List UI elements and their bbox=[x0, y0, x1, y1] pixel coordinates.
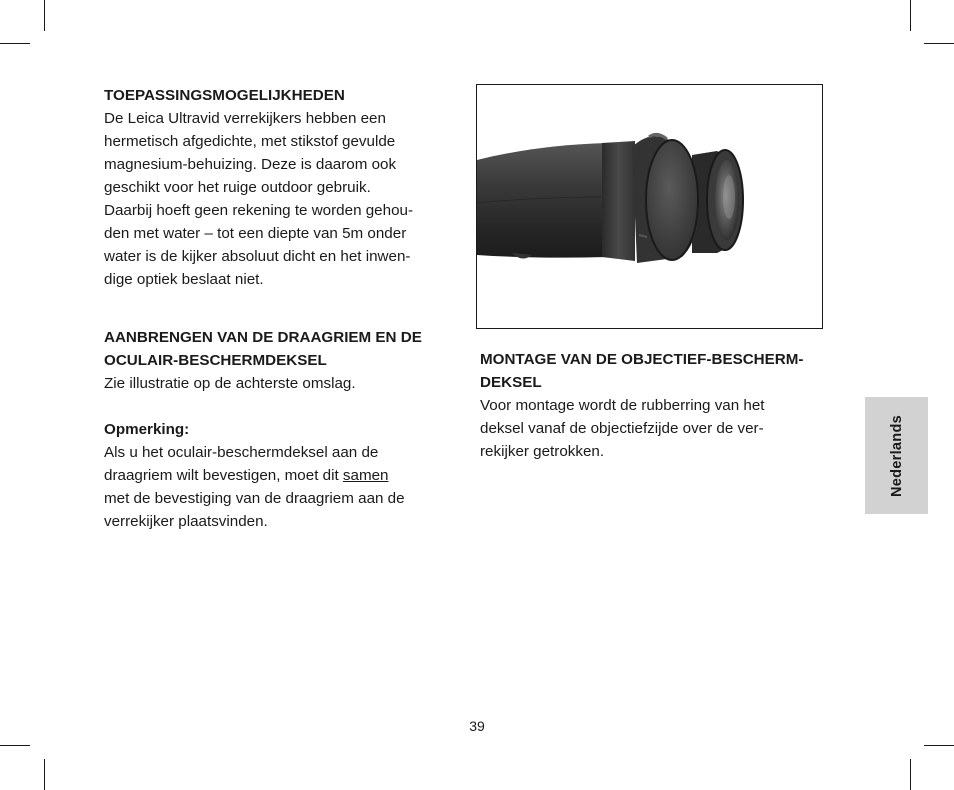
language-tab bbox=[865, 397, 928, 514]
left-column bbox=[104, 84, 454, 533]
underlined-word: samen bbox=[342, 467, 389, 484]
section-heading-objective-cap: DEKSEL bbox=[480, 374, 542, 391]
body-text: draagriem wilt bevestigen, moet dit bbox=[104, 467, 343, 484]
crop-mark bbox=[0, 43, 30, 44]
body-line: water is de kijker absoluut dicht en het inwen- bbox=[104, 248, 411, 265]
body-line: rekijker getrokken. bbox=[480, 443, 605, 460]
body-line: dige optiek beslaat niet. bbox=[104, 271, 264, 288]
section-heading-applications: TOEPASSINGSMOGELIJKHEDEN bbox=[104, 87, 345, 104]
body-line: Zie illustratie op de achterste omslag. bbox=[104, 375, 356, 392]
crop-mark bbox=[924, 745, 954, 746]
body-line: Daarbij hoeft geen rekening te worden gehou- bbox=[104, 202, 414, 219]
section-heading-strap: OCULAIR-BESCHERMDEKSEL bbox=[104, 352, 327, 369]
section-heading-objective-cap: MONTAGE VAN DE OBJECTIEF-BESCHERM- bbox=[480, 351, 804, 368]
body-line: met de bevestiging van de draagriem aan de bbox=[104, 490, 405, 507]
body-line: Voor montage wordt de rubberring van het bbox=[480, 397, 765, 414]
binocular-illustration bbox=[476, 84, 823, 329]
crop-mark bbox=[924, 43, 954, 44]
binocular-image bbox=[477, 85, 822, 328]
body-line: magnesium-behuizing. Deze is daarom ook bbox=[104, 156, 397, 173]
right-column bbox=[480, 348, 825, 463]
crop-mark bbox=[44, 0, 45, 31]
body-line: hermetisch afgedichte, met stikstof gevulde bbox=[104, 133, 396, 150]
page-number: 39 bbox=[469, 718, 485, 734]
body-line: deksel vanaf de objectiefzijde over de ver- bbox=[480, 420, 764, 437]
body-line: verrekijker plaatsvinden. bbox=[104, 513, 268, 530]
crop-mark bbox=[910, 759, 911, 790]
body-line bbox=[104, 464, 454, 487]
crop-mark bbox=[910, 0, 911, 31]
section-heading-strap: AANBRENGEN VAN DE DRAAGRIEM EN DE bbox=[104, 329, 422, 346]
crop-mark bbox=[44, 759, 45, 790]
language-tab-label: Nederlands bbox=[888, 414, 905, 497]
body-line: Als u het oculair-beschermdeksel aan de bbox=[104, 444, 379, 461]
note-label: Opmerking: bbox=[104, 421, 190, 438]
body-line: den met water – tot een diepte van 5m onder bbox=[104, 225, 407, 242]
body-line: geschikt voor het ruige outdoor gebruik. bbox=[104, 179, 371, 196]
crop-mark bbox=[0, 745, 30, 746]
body-line: De Leica Ultravid verrekijkers hebben een bbox=[104, 110, 386, 127]
